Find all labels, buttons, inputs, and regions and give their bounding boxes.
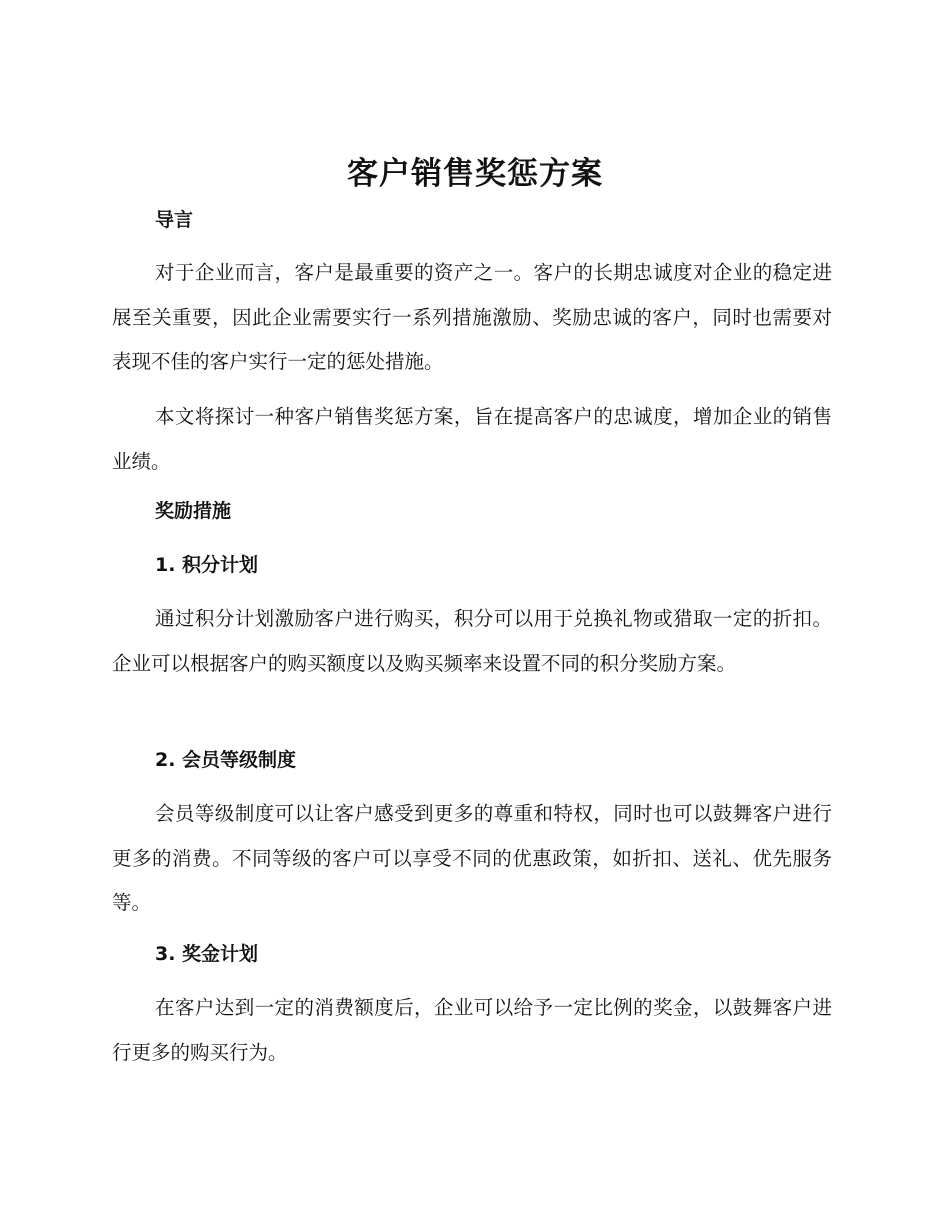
section-heading-rewards: 奖励措施 <box>155 500 232 522</box>
paragraph-intro-1: 对于企业而言，客户是最重要的资产之一。客户的长期忠诚度对企业的稳定进展至关重要，因此企业需要实行一系列措施激励、奖励忠诚的客户，同时也需要对表现不佳的客户实行一定的惩处措施。 <box>112 261 832 373</box>
paragraph-membership-levels: 会员等级制度可以让客户感受到更多的尊重和特权，同时也可以鼓舞客户进行更多的消费。不同等级的客户可以享受不同的优惠政策，如折扣、送礼、优先服务等。 <box>112 802 832 914</box>
section-heading-membership-levels: 2. 会员等级制度 <box>155 749 297 771</box>
paragraph-intro-2: 本文将探讨一种客户销售奖惩方案，旨在提高客户的忠诚度，增加企业的销售业绩。 <box>112 405 832 473</box>
section-heading-points-plan: 1. 积分计划 <box>155 554 259 576</box>
document-title: 客户销售奖惩方案 <box>347 156 603 192</box>
section-heading-bonus-plan: 3. 奖金计划 <box>155 943 259 965</box>
section-heading-intro: 导言 <box>155 209 194 231</box>
paragraph-points-plan: 通过积分计划激励客户进行购买，积分可以用于兑换礼物或猎取一定的折扣。企业可以根据客户的购买额度以及购买频率来设置不同的积分奖励方案。 <box>112 607 832 675</box>
paragraph-bonus-plan: 在客户达到一定的消费额度后，企业可以给予一定比例的奖金，以鼓舞客户进行更多的购买行为。 <box>112 996 832 1064</box>
